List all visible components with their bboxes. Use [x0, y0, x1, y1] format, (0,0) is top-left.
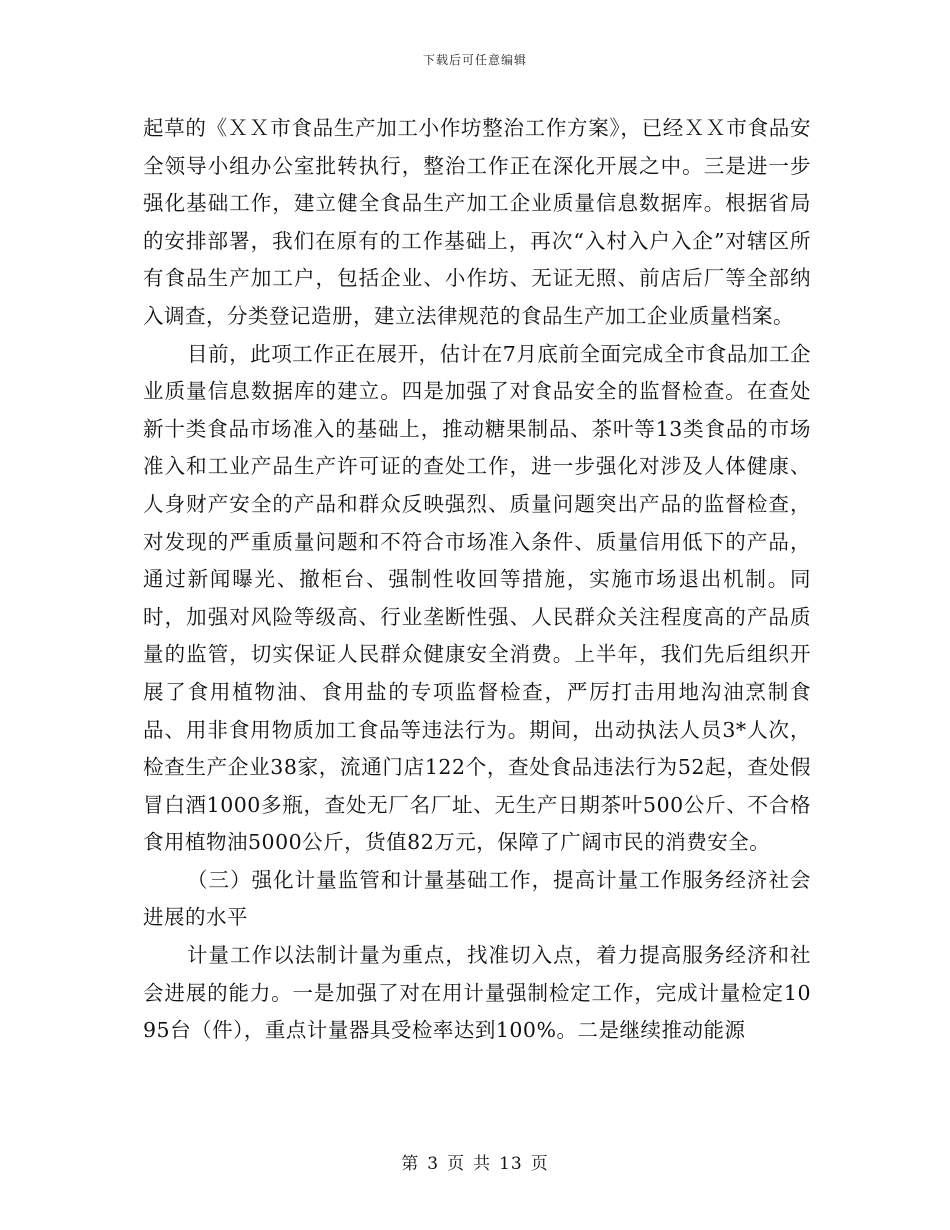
section-heading-metrology: （三）强化计量监管和计量基础工作，提高计量工作服务经济社会进展的水平 [143, 867, 811, 930]
footer-total-pages: 13 [499, 1154, 523, 1174]
paragraph-continuation: 起草的《ＸＸ市食品生产加工小作坊整治工作方案》，已经ＸＸ市食品安全领导小组办公室批转执行，整治工作正在深化开展之中。三是进一步强化基础工作，建立健全食品生产加工企业质量信息数据库。根据省局的安排部署，我们在原有的工作基础上，再次“入村入户入企”对辖区所有食品生产加工户，包括企业、小作坊、无证无照、前店后厂等全部纳入调查，分类登记造册，建立法律规范的食品生产加工企业质量档案。 [143, 116, 811, 328]
paragraph-metrology: 计量工作以法制计量为重点，找准切入点，着力提高服务经济和社会进展的能力。一是加强了对在用计量强制检定工作，完成计量检定1095台（件），重点计量器具受检率达到100%。二是继续推动能源 [143, 943, 811, 1043]
paragraph-food-safety: 目前，此项工作正在展开，估计在7月底前全面完成全市食品加工企业质量信息数据库的建立。四是加强了对食品安全的监督检查。在查处新十类食品市场准入的基础上，推动糖果制品、茶叶等13类食品的市场准入和工业产品生产许可证的查处工作，进一步强化对涉及人体健康、人身财产安全的产品和群众反映强烈、质量问题突出产品的监督检查，对发现的严重质量问题和不符合市场准入条件、质量信用低下的产品，通过新闻曝光、撤柜台、强制性收回等措施，实施市场退出机制。同时，加强对风险等级高、行业垄断性强、人民群众关注程度高的产品质量的监管，切实保证人民群众健康安全消费。上半年，我们先后组织开展了食用植物油、食用盐的专项监督检查，严厉打击用地沟油烹制食品、用非食用物质加工食品等违法行为。期间，出动执法人员3*人次，检查生产企业38家，流通门店122个，查处食品违法行为52起，查处假冒白酒1000多瓶，查处无厂名厂址、无生产日期茶叶500公斤、不合格食用植物油5000公斤，货值82万元，保障了广阔市民的消费安全。 [143, 341, 811, 855]
footer-total-word: 共 [473, 1154, 492, 1174]
footer-suffix: 页 [530, 1154, 549, 1174]
footer-prefix: 第 [401, 1154, 420, 1174]
page-header: 下载后可任意编辑 [422, 53, 527, 67]
footer-page-word: 页 [447, 1154, 466, 1174]
footer-current-page: 3 [427, 1154, 440, 1174]
document-body [143, 110, 811, 1050]
page-footer [0, 1153, 950, 1175]
